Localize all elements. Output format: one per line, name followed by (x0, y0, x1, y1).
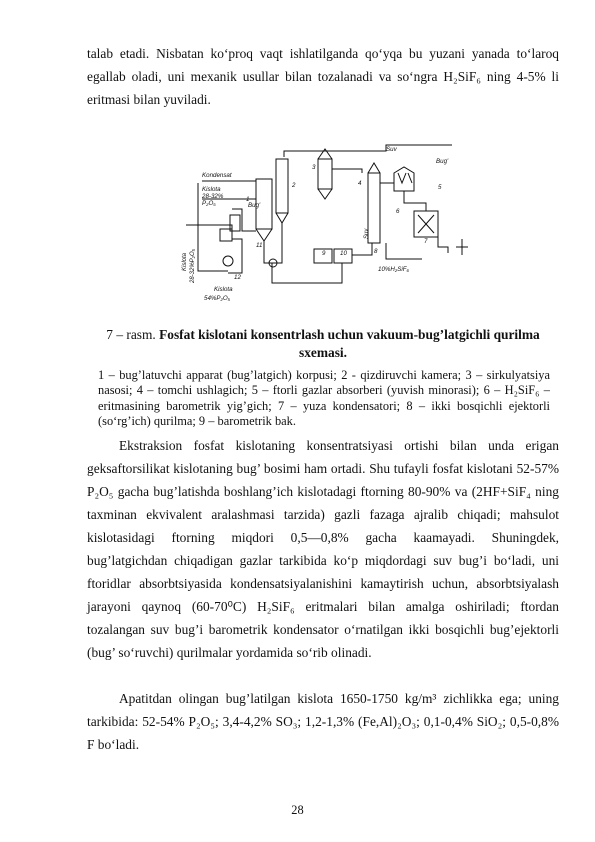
label-n8: 8 (374, 248, 378, 255)
label-n11: 11 (256, 242, 263, 249)
evaporator-cone (256, 229, 272, 241)
figure-caption (87, 326, 559, 362)
paragraph-intro: talab etadi. Nisbatan ko‘proq vaqt ishlatilganda qo‘yqa bu yuzani yanada to‘laroq egallab oladi, uni mexanik usullar bilan tozalanadi va so‘ngra H₂SiF₆ ning 4-5% li eritmasi bilan yuviladi. (87, 46, 559, 107)
label-n7: 7 (424, 238, 428, 245)
label-n5: 5 (438, 184, 442, 191)
label-kislota-in-3: P₂O₅ (202, 200, 216, 207)
label-kislota-in-2: 28-32% (202, 193, 224, 200)
paragraph-main: Ekstraksion fosfat kislotaning konsentratsiyasi ortishi bilan unda erigan geksaftorsilikat kislotaning bug’ bosimi ham ortadi. Shu tufayli fosfat kislotani 52-57% P₂O₅ gacha bug’latishda boshlang’ich kislotadagi ftorning 80-90% va (2HF+SiF₄ ning taxminan ekvivalent aralashmasi tarzida) gazli fazaga ajralib chiqadi; mahsulot kislotasidagi ftorning miqdori 0,5—0,8% gacha kaamayadi. Shuningdek, bug’latgichdan chiqadigan gazlar tarkibida ko‘p miqdordagi suv bug’i bo‘ladi, uni ftoridlar absorbtsiyasida kondensatsiyalanishini kamaytirish uchun, absorbtsiyalash jarayoni qaynoq (60-70⁰C) H₂SiF₆ eritmalari bilan amalga oshiriladi; ftordan tozalangan suv bug’i barometrik kondensator o‘rnatilgan ikki bosqichli bug’ejektorli (bug’ so‘ruvchi) qurilmalar yordamida so‘rib olinadi. (87, 438, 559, 660)
label-n10: 10 (340, 250, 347, 257)
label-n1: 1 (246, 196, 250, 203)
label-bug-2: Bug' (436, 158, 449, 165)
process-flow-diagram (172, 143, 472, 303)
label-suv-top: Suv (386, 146, 397, 153)
label-kondensat: Kondensat (202, 172, 232, 179)
caption-number: 7 – rasm. (106, 327, 160, 342)
label-n12: 12 (234, 274, 241, 281)
label-kislota-out-2: 54%P₂O₅ (204, 295, 231, 302)
label-n2: 2 (292, 182, 296, 189)
label-kislota-out-1: Kislota (214, 286, 233, 293)
label-n4: 4 (358, 180, 362, 187)
label-kislota-v-1: Kislota (182, 252, 188, 271)
heating-chamber (276, 159, 288, 213)
label-suv-side: Suv (364, 228, 370, 239)
figure-legend: 1 – bug’latuvchi apparat (bug’latgich) korpusi; 2 - qizdiruvchi kamera; 3 – sirkulyatsiya nasosi; 4 – tomchi ushlagich; 5 – ftorli gazlar absorberi (yuvish minorasi); 6 – H₂SiF₆ – eritmasining barometrik yig’gich; 7 – yuza kondensatori; 8 – ikki bosqichli ejektorli (so‘rg’ich) qurilma; 9 – barometrik bak. (98, 368, 550, 429)
label-product: 10%H₂SiF₆ (378, 266, 409, 273)
label-kislota-in-1: Kislota (202, 186, 221, 193)
page-number: 28 (291, 803, 304, 817)
label-n3: 3 (312, 164, 316, 171)
label-bug: Bug' (248, 202, 261, 209)
label-n6: 6 (396, 208, 400, 215)
drop-catcher (318, 159, 332, 189)
label-n9: 9 (322, 250, 326, 257)
caption-title: Fosfat kislotani konsentrlash uchun vakuum-bug’latgichli qurilma sxemasi. (159, 327, 540, 360)
paragraph-composition: Apatitdan olingan bug’latilgan kislota 1650-1750 kg/m³ zichlikka ega; uning tarkibida: 52-54% P₂O₅; 3,4-4,2% SO₃; 1,2-1,3% (Fe,Al)₂O₃; 0,1-0,4% SiO₂; 0,5-0,8% F bo‘ladi. (87, 691, 559, 752)
label-kislota-v-2: 28-32%P₂O₅ (190, 248, 196, 283)
